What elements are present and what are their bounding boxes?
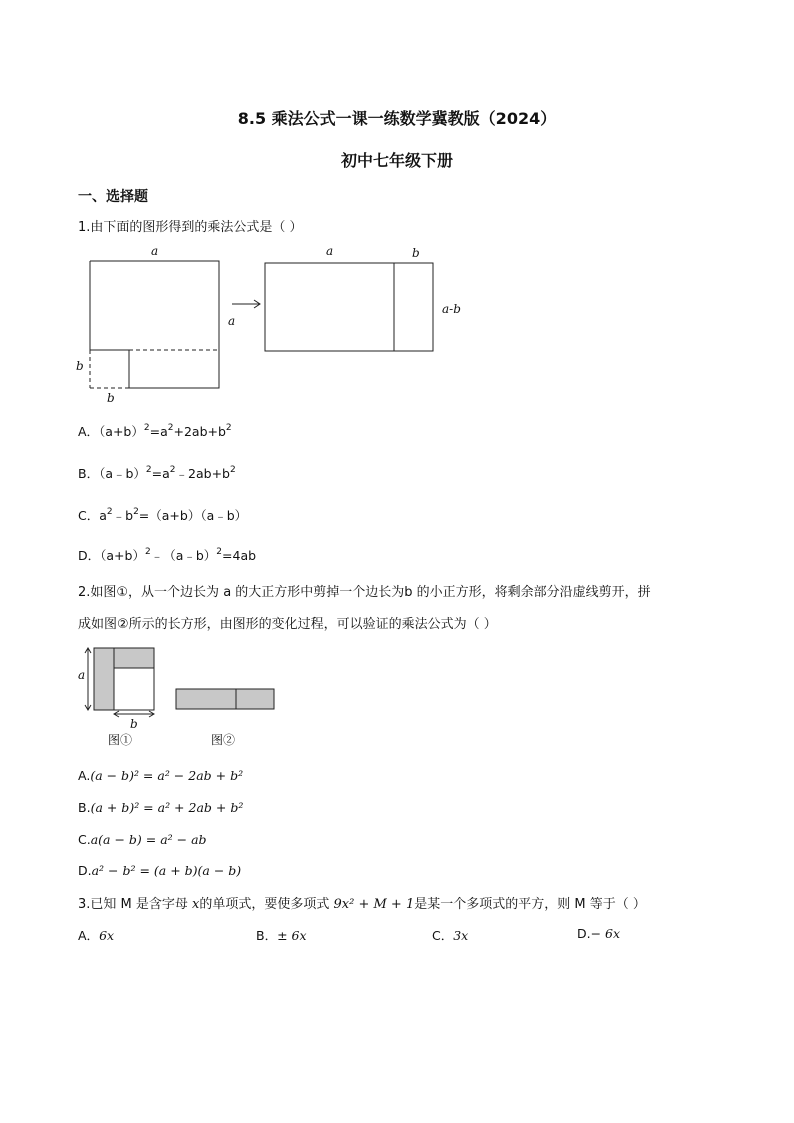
q3-d-label: D. xyxy=(577,926,591,941)
q1-c-part3: =（a+b）（a﹣b） xyxy=(138,508,248,523)
q2-rect-part-right xyxy=(236,689,274,709)
q3-b-value: ± 6x xyxy=(277,928,307,943)
q1-option-d[interactable] xyxy=(78,546,256,564)
q3-a-value: 6x xyxy=(99,928,115,943)
q2-figure xyxy=(72,644,292,752)
q1-b-part1: B．（a﹣b） xyxy=(78,466,146,481)
q1-big-square xyxy=(90,261,219,388)
q2-b-label: B. xyxy=(78,800,91,815)
q1-option-b[interactable] xyxy=(78,464,236,482)
q2-option-d[interactable] xyxy=(78,863,241,878)
q2-stem-line2: 成如图②所示的长方形，由图形的变化过程，可以验证的乘法公式为（ ） xyxy=(78,617,497,632)
q2-d-label: D. xyxy=(78,863,92,878)
q2-cut-square xyxy=(114,668,154,710)
q2-rect-part-left xyxy=(176,689,236,709)
q1-d-exp2: 2 xyxy=(216,547,223,557)
q3-option-d[interactable] xyxy=(577,926,620,941)
q1-d-part3: =4ab xyxy=(222,548,257,563)
q2-label-a: a xyxy=(78,668,86,682)
q1-b-exp2: 2 xyxy=(169,465,176,475)
q1-option-a[interactable] xyxy=(78,422,232,440)
doc-title: 8.5 乘法公式一课一练数学冀教版（2024） xyxy=(237,109,557,128)
q2-stem-line1: 2.如图①，从一个边长为 a 的大正方形中剪掉一个边长为b 的小正方形，将剩余部分沿虚线剪开，拼 xyxy=(78,585,651,600)
q3-c-label: C． xyxy=(432,928,454,943)
q3-a-label: A． xyxy=(78,928,100,943)
q3-stem-part1: 3.已知 M 是含字母 xyxy=(78,897,193,912)
q1-label-b-bottom: b xyxy=(107,391,115,405)
q3-d-value: − 6x xyxy=(590,926,621,941)
q2-label-b: b xyxy=(130,717,138,731)
q2-c-label: C. xyxy=(78,832,91,847)
q1-rectangle xyxy=(265,263,433,351)
q2-option-a[interactable] xyxy=(78,768,243,783)
q2-shaded-strip-top xyxy=(114,648,154,668)
q1-c-exp1: 2 xyxy=(106,507,113,517)
q1-label-b-top2: b xyxy=(412,246,420,260)
q1-a-part1: A．（a+b） xyxy=(78,424,144,439)
q1-a-exp2: 2 xyxy=(167,423,174,433)
q1-label-a-arrow: a xyxy=(228,314,236,328)
q1-b-exp3: 2 xyxy=(230,465,236,475)
q2-caption-2: 图② xyxy=(211,733,236,747)
q2-c-formula: a(a − b) = a² − ab xyxy=(90,832,207,847)
q3-option-b[interactable] xyxy=(256,926,307,944)
q1-b-part2: =a xyxy=(151,466,170,481)
q2-option-c[interactable] xyxy=(78,832,207,847)
q1-d-part2: ﹣（a﹣b） xyxy=(150,548,217,563)
q1-d-part1: D．（a+b） xyxy=(78,548,145,563)
q1-label-b-left: b xyxy=(76,359,84,373)
q2-b-formula: (a + b)² = a² + 2ab + b² xyxy=(90,800,244,815)
q1-option-c[interactable] xyxy=(78,506,247,524)
q3-stem-expr: 9x² + M + 1 xyxy=(333,897,415,912)
q1-c-part2: ﹣b xyxy=(112,508,134,523)
q3-b-label: B． xyxy=(256,928,278,943)
q3-stem xyxy=(78,893,646,912)
q1-a-exp1: 2 xyxy=(143,423,150,433)
q1-label-a-top2: a xyxy=(326,244,334,258)
q1-label-a-top: a xyxy=(151,244,159,258)
q3-c-value: 3x xyxy=(453,928,469,943)
q1-a-exp3: 2 xyxy=(225,423,232,433)
q2-caption-1: 图① xyxy=(108,733,133,747)
q1-d-exp1: 2 xyxy=(144,547,151,557)
q2-a-formula: (a − b)² = a² − 2ab + b² xyxy=(90,768,244,783)
q1-a-part2: =a xyxy=(149,424,168,439)
q3-stem-var: x xyxy=(192,897,200,912)
q3-stem-part3: 是某一个多项式的平方，则 M 等于（ ） xyxy=(414,897,646,912)
q2-option-b[interactable] xyxy=(78,800,243,815)
q2-a-label: A. xyxy=(78,768,91,783)
q3-stem-part2: 的单项式，要使多项式 xyxy=(199,897,334,912)
doc-subtitle: 初中七年级下册 xyxy=(340,151,453,170)
q2-shaded-strip-left xyxy=(94,648,114,710)
q1-b-exp1: 2 xyxy=(145,465,152,475)
q1-label-a-minus-b: a-b xyxy=(442,302,461,316)
section-heading: 一、选择题 xyxy=(78,189,148,205)
q1-figure xyxy=(70,238,490,408)
q1-stem: 1.由下面的图形得到的乘法公式是（ ） xyxy=(78,220,303,235)
q1-a-part3: +2ab+b xyxy=(173,424,226,439)
q1-c-exp2: 2 xyxy=(133,507,139,517)
q3-option-c[interactable] xyxy=(432,926,468,944)
q2-d-formula: a² − b² = (a + b)(a − b) xyxy=(91,863,242,878)
q3-option-a[interactable] xyxy=(78,926,114,944)
q1-c-part1: C．a xyxy=(78,508,107,523)
q1-b-part3: ﹣2ab+b xyxy=(175,466,230,481)
